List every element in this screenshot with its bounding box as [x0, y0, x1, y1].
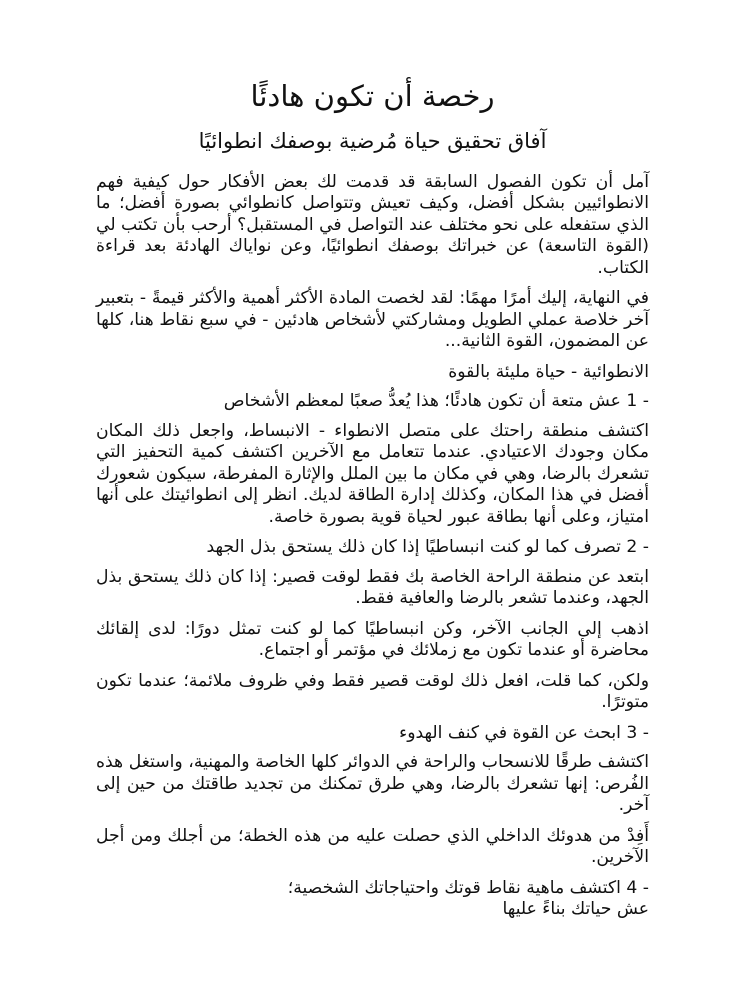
- section-heading-introversion: الانطوائية - حياة مليئة بالقوة: [448, 361, 649, 382]
- point-2-body-3: ولكن، كما قلت، افعل ذلك لوقت قصير فقط وفي ظروف ملائمة؛ عندما تكون متوترًا.: [96, 670, 649, 713]
- point-2-body-2: اذهب إلى الجانب الآخر، وكن انبساطيًا كما لو كنت تمثل دورًا: لدى إلقائك محاضرة أو عندما تكون مع زملائك في مؤتمر أو اجتماع.: [96, 618, 649, 661]
- point-3-body-2: أَفِدْ من هدوئك الداخلي الذي حصلت عليه من هذه الخطة؛ من أجلك ومن أجل الآخرين.: [96, 825, 649, 868]
- point-3-body-1: اكتشف طرقًا للانسحاب والراحة في الدوائر كلها الخاصة والمهنية، واستغل هذه الفُرص: إنها تشعرك بالرضا، وهي طرق تمكنك من تجديد طاقتك من حين إلى آخر.: [96, 752, 649, 816]
- page-title: رخصة أن تكون هادئًا: [250, 79, 495, 113]
- point-4-body: عش حياتك بناءً عليها: [502, 899, 649, 920]
- point-2-heading: - 2 تصرف كما لو كنت انبساطيًا إذا كان ذلك يستحق بذل الجهد: [206, 537, 649, 558]
- point-3-heading: - 3 ابحث عن القوة في كنف الهدوء: [399, 722, 649, 743]
- point-4-heading: - 4 اكتشف ماهية نقاط قوتك واحتياجاتك الشخصية؛: [287, 877, 649, 898]
- page-subtitle: آفاق تحقيق حياة مُرضية بوصفك انطوائيًا: [198, 129, 547, 154]
- point-1-body: اكتشف منطقة راحتك على متصل الانطواء - الانبساط، واجعل ذلك المكان مكان وجودك الاعتيادي. عندما تتعامل مع الآخرين اكتشف كمية التحفيز التي تشعرك بالرضا، وهي في مكان ما بين الملل والإثارة المفرطة، سيكون شعورك أفضل في هذا المكان، وكذلك إدارة الطاقة لديك. انظر إلى انطوائيتك على أنها امتياز، وعلى أنها بطاقة عبور لحياة قوية بصورة خاصة.: [96, 420, 649, 527]
- point-2-body-1: ابتعد عن منطقة الراحة الخاصة بك فقط لوقت قصير: إذا كان ذلك يستحق بذل الجهد، وعندما تشعر بالرضا والعافية فقط.: [96, 566, 649, 609]
- paragraph-intro: آمل أن تكون الفصول السابقة قد قدمت لك بعض الأفكار حول كيفية فهم الانطوائيين بشكل أفضل، وكيف تعيش وتتواصل كانطوائي بصورة أفضل؛ ما الذي ستفعله على نحو مختلف عند التواصل في المستقبل؟ أرحب بأن تكتب لي (القوة التاسعة) عن خبراتك بوصفك انطوائيًا، وعن نواياك الهادئة بعد قراءة الكتاب.: [96, 171, 649, 278]
- paragraph-summary: في النهاية، إليك أمرًا مهمًا: لقد لخصت المادة الأكثر أهمية والأكثر قيمةً - بتعبير آخر خلاصة عملي الطويل ومشاركتي لأشخاص هادئين - في سبع نقاط هنا، كلها عن المضمون، القوة الثانية...: [96, 288, 649, 352]
- point-1-heading: - 1 عش متعة أن تكون هادئًا؛ هذا يُعدُّ صعبًا لمعظم الأشخاص: [223, 391, 649, 412]
